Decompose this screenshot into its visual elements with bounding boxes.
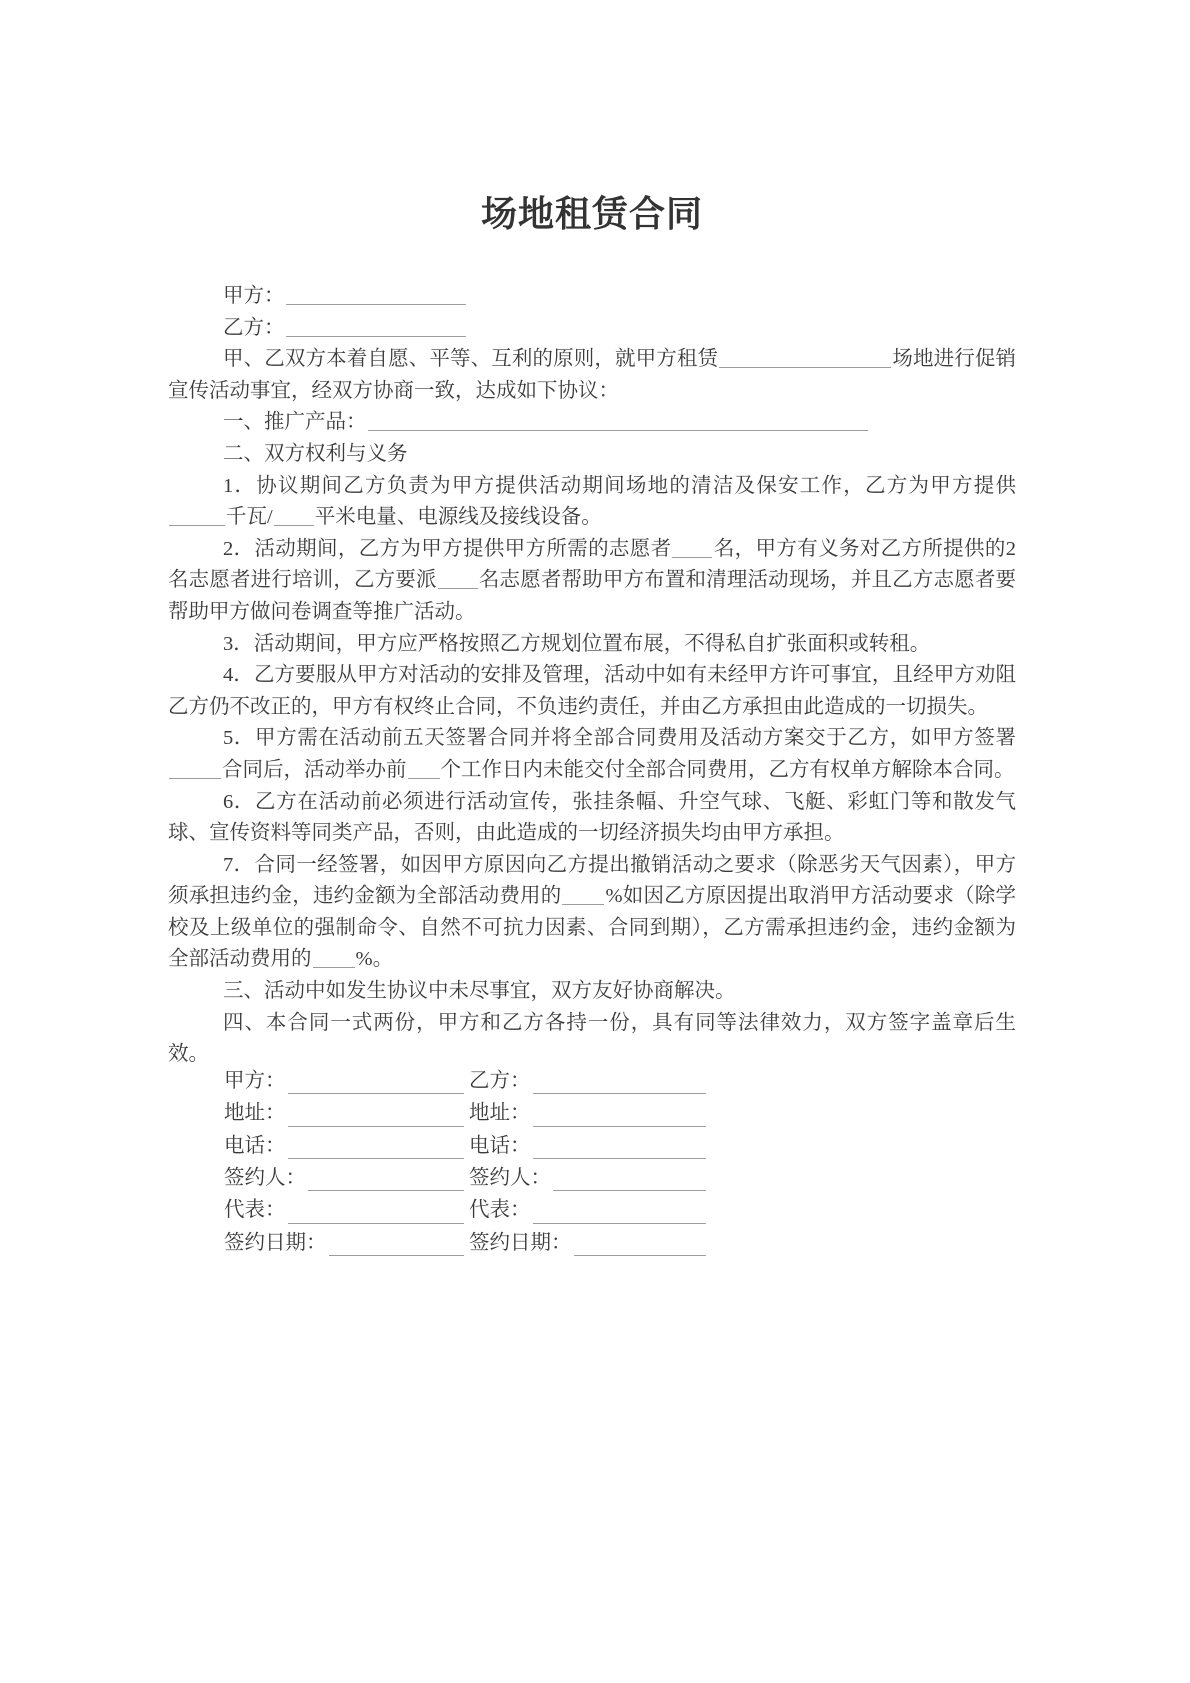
blank-underline	[169, 511, 225, 526]
blank-underline	[719, 353, 891, 368]
blank-underline	[274, 511, 314, 526]
blank-underline	[562, 890, 604, 905]
signature-label: 代表：	[469, 1199, 531, 1222]
text-run: 名，甲方有义务对乙方所提供的2名志愿者进行培训，乙方要派	[168, 537, 1017, 592]
text-run: 1．协议期间乙方负责为甲方提供活动期间场地的清洁及保安工作，乙方为甲方提供	[223, 474, 1016, 497]
signature-label: 签约日期：	[224, 1231, 327, 1254]
text-run: 名志愿者帮助甲方布置和清理活动现场，并且乙方志愿者要帮助甲方做问卷调查等推广活动。	[168, 569, 1017, 623]
signature-cell-right	[469, 1162, 706, 1194]
signature-row	[224, 1194, 1016, 1226]
signature-cell-left	[224, 1097, 464, 1129]
signature-row	[224, 1227, 1016, 1259]
signature-cell-right	[469, 1130, 706, 1162]
text-run: 5．甲方需在活动前五天签署合同并将全部合同费用及活动方案交于乙方，如甲方签署	[223, 727, 1016, 750]
text-run: %如因乙方原因提出取消甲方活动要求（除学校及上级单位的强制命令、自然不可抗力因素、合同到期），乙方需承担违约金，违约金额为全部活动费用的	[168, 885, 1017, 971]
signature-label: 电话：	[469, 1134, 531, 1157]
text-run: 6．乙方在活动前必须进行活动宣传，张挂条幅、升空气球、飞艇、彩虹门等和散发气球、宣传资料等同类产品，否则，由此造成的一切经济损失均由甲方承担。	[168, 790, 1016, 845]
signature-row	[224, 1162, 1016, 1194]
signature-label: 签约日期：	[469, 1231, 572, 1254]
signature-cell-right	[469, 1227, 706, 1259]
blank-underline	[368, 416, 868, 431]
paragraph	[168, 534, 1016, 629]
signature-cell-right	[469, 1097, 706, 1129]
text-run: 甲方：	[223, 285, 285, 307]
paragraph	[168, 1008, 1016, 1071]
blank-underline	[288, 1087, 465, 1094]
paragraph	[168, 281, 1016, 313]
blank-underline	[533, 1217, 707, 1224]
signature-label: 地址：	[469, 1102, 531, 1125]
signature-row	[224, 1097, 1016, 1129]
signature-label: 地址：	[224, 1102, 286, 1125]
text-run: 合同后，活动举办前	[222, 758, 407, 781]
signature-label: 乙方：	[469, 1069, 531, 1092]
paragraph	[168, 976, 1016, 1008]
paragraph	[168, 629, 1016, 661]
blank-underline	[553, 1184, 706, 1191]
signature-row	[224, 1130, 1016, 1162]
text-run: 三、活动中如发生协议中未尽事宜，双方友好协商解决。	[223, 980, 736, 1003]
text-run: 4．乙方要服从甲方对活动的安排及管理，活动中如有未经甲方许可事宜，且经甲方劝阻乙方仍不改正的，甲方有权终止合同，不负违约责任，并由乙方承担由此造成的一切损失。	[168, 664, 1016, 718]
text-run: 场地进行促销宣传活动事宜，经双方协商一致，达成如下协议：	[168, 348, 1017, 402]
blank-underline	[408, 764, 440, 779]
paragraph	[168, 723, 1016, 786]
text-run: 四、本合同一式两份，甲方和乙方各持一份，具有同等法律效力，双方签字盖章后生效。	[168, 1011, 1016, 1066]
blank-underline	[329, 1249, 465, 1256]
blank-underline	[672, 543, 712, 558]
blank-underline	[286, 290, 466, 305]
text-run: 2．活动期间，乙方为甲方提供甲方所需的志愿者	[223, 537, 672, 560]
signature-row	[224, 1065, 1016, 1097]
signature-label: 代表：	[224, 1199, 286, 1222]
blank-underline	[169, 764, 221, 779]
signature-cell-left	[224, 1227, 464, 1259]
blank-underline	[574, 1249, 707, 1256]
document-body	[168, 281, 1016, 1071]
blank-underline	[533, 1120, 707, 1127]
signature-cell-left	[224, 1162, 464, 1194]
signature-label: 签约人：	[224, 1167, 306, 1189]
paragraph	[168, 787, 1016, 850]
paragraph	[168, 850, 1016, 976]
blank-underline	[288, 1217, 465, 1224]
signature-block	[224, 1065, 1016, 1259]
text-run: 乙方：	[223, 316, 285, 339]
paragraph	[168, 313, 1016, 345]
blank-underline	[288, 1120, 465, 1127]
blank-underline	[288, 1152, 465, 1159]
signature-label: 签约人：	[469, 1167, 551, 1189]
paragraph	[168, 344, 1016, 407]
document-title: 场地租赁合同	[480, 194, 703, 234]
text-run: 千瓦/	[226, 506, 273, 529]
paragraph	[168, 660, 1016, 723]
blank-underline	[286, 322, 466, 337]
text-run: 二、双方权利与义务	[223, 442, 408, 465]
text-run: 平米电量、电源线及接线设备。	[314, 506, 602, 529]
signature-cell-left	[224, 1194, 464, 1226]
signature-label: 甲方：	[224, 1069, 286, 1092]
text-run: %。	[355, 948, 394, 971]
paragraph	[168, 439, 1016, 471]
text-run: 个工作日内未能交付全部合同费用，乙方有权单方解除本合同。	[440, 758, 1015, 781]
signature-label: 电话：	[224, 1134, 286, 1157]
blank-underline	[313, 953, 355, 968]
text-run: 甲、乙双方本着自愿、平等、互利的原则，就甲方租赁	[223, 348, 719, 371]
blank-underline	[438, 574, 478, 589]
paragraph	[168, 407, 1016, 439]
signature-cell-left	[224, 1065, 464, 1097]
text-run: 7．合同一经签署，如因甲方原因向乙方提出撤销活动之要求（除恶劣天气因素），甲方须承担违约金，违约金额为全部活动费用的	[168, 853, 1016, 908]
signature-cell-left	[224, 1130, 464, 1162]
text-run: 一、推广产品：	[223, 411, 367, 434]
blank-underline	[533, 1152, 707, 1159]
blank-underline	[308, 1184, 464, 1191]
signature-cell-right	[469, 1194, 706, 1226]
signature-cell-right	[469, 1065, 706, 1097]
paragraph	[168, 471, 1016, 534]
blank-underline	[533, 1087, 707, 1094]
text-run: 3．活动期间，甲方应严格按照乙方规划位置布展，不得私自扩张面积或转租。	[223, 632, 931, 655]
